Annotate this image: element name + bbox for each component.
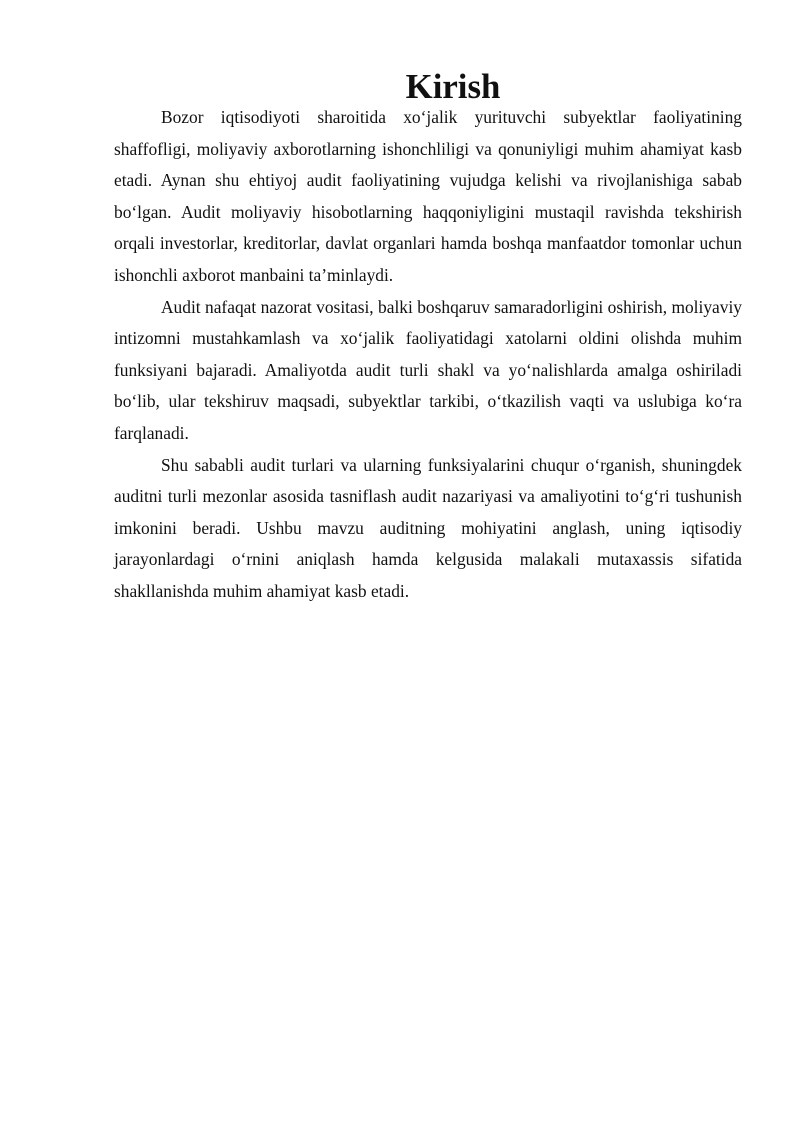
page-title: Kirish xyxy=(405,67,501,106)
paragraph-1: Bozor iqtisodiyoti sharoitida xo‘jalik yurituvchi subyektlar faoliyatining shaffofligi, moliyaviy axborotlarning ishonchliligi va qonuniyligi muhim ahamiyat kasb etadi. Aynan shu ehtiyoj audit faoliyatining vujudga kelishi va rivojlanishiga sabab bo‘lgan. Audit moliyaviy hisobotlarning haqqoniyligini mustaqil ravishda tekshirish orqali investorlar, kreditorlar, davlat organlari hamda boshqa manfaatdor tomonlar uchun ishonchli axborot manbaini ta’minlaydi. xyxy=(114,107,742,285)
paragraph-2: Audit nafaqat nazorat vositasi, balki boshqaruv samaradorligini oshirish, moliyaviy intizomni mustahkamlash va xo‘jalik faoliyatidagi xatolarni oldini olishda muhim funksiyani bajaradi. Amaliyotda audit turli shakl va yo‘nalishlarda amalga oshiriladi bo‘lib, ular tekshiruv maqsadi, subyektlar tarkibi, o‘tkazilish vaqti va uslubiga ko‘ra farqlanadi. xyxy=(114,296,742,443)
document-body xyxy=(114,67,742,608)
paragraph-3: Shu sababli audit turlari va ularning funksiyalarini chuqur o‘rganish, shuningdek auditni turli mezonlar asosida tasniflash audit nazariyasi va amaliyotini to‘g‘ri tushunish imkonini beradi. Ushbu mavzu auditning mohiyatini anglash, uning iqtisodiy jarayonlardagi o‘rnini aniqlash hamda kelgusida malakali mutaxassis sifatida shakllanishda muhim ahamiyat kasb etadi. xyxy=(114,454,742,601)
